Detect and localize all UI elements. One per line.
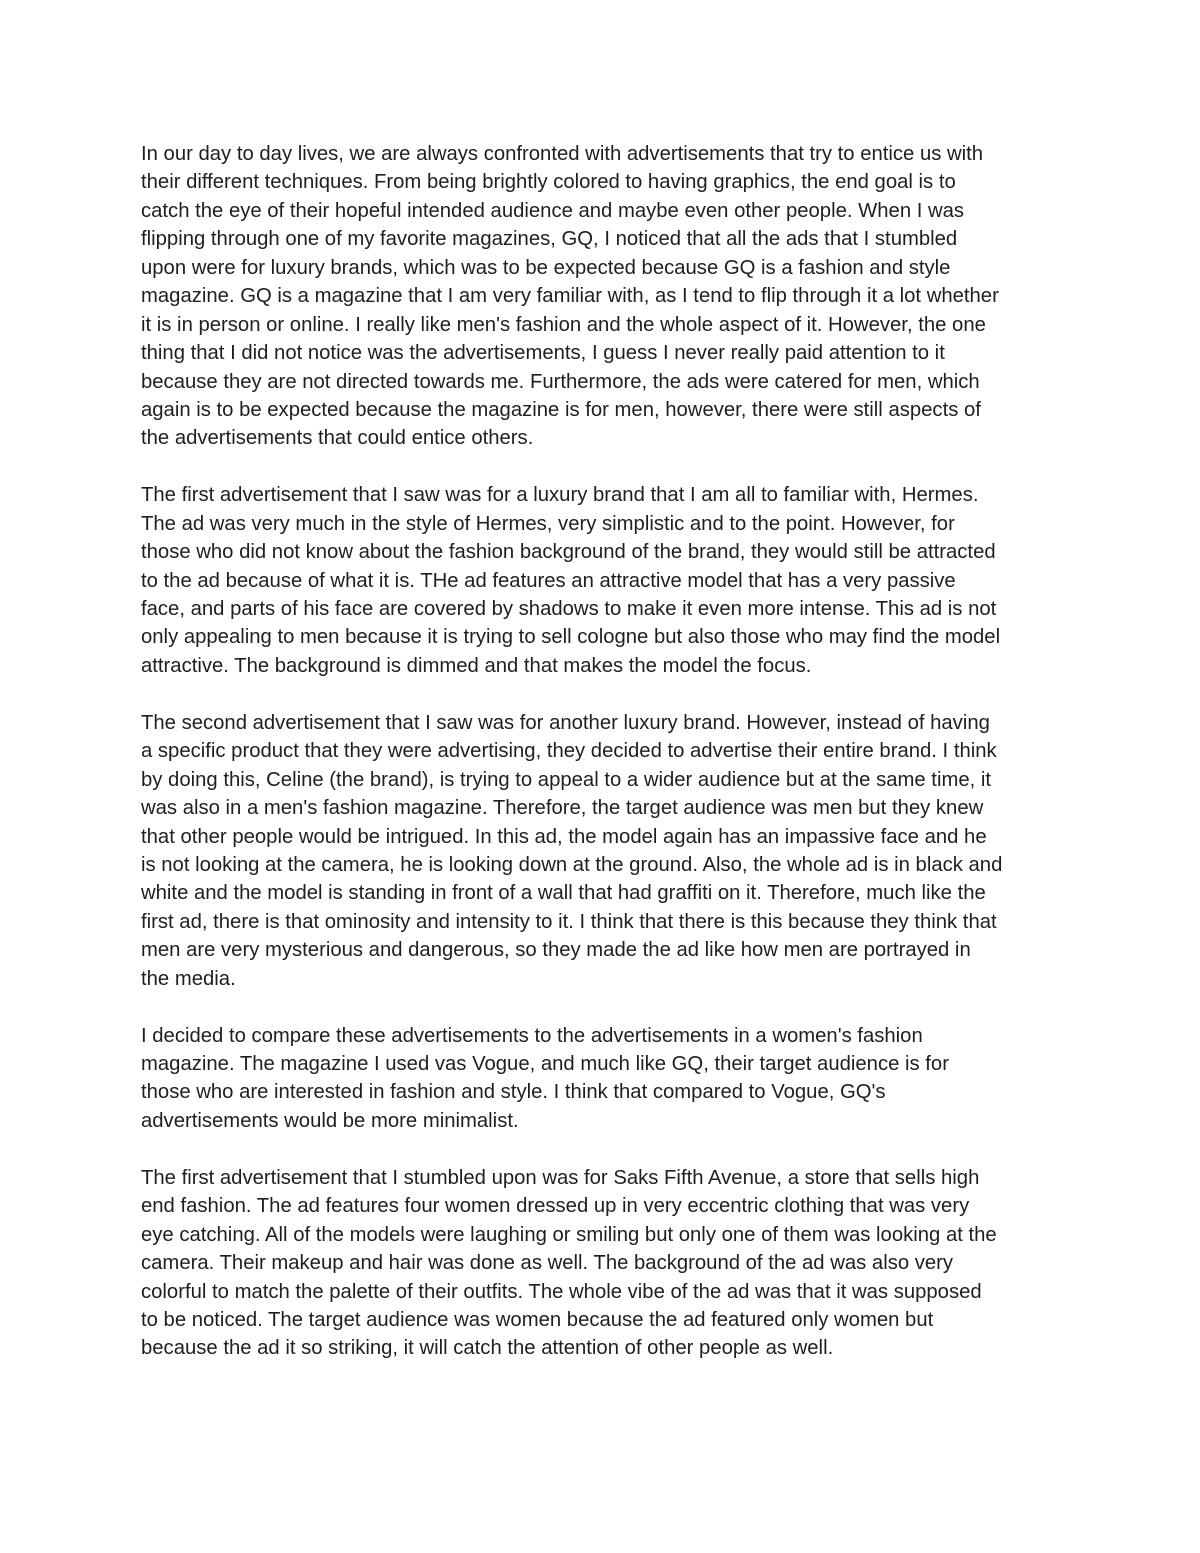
- text-line: The first advertisement that I stumbled upon was for Saks Fifth Avenue, a store that sells high: [141, 1166, 980, 1189]
- text-line: advertisements would be more minimalist.: [141, 1109, 519, 1132]
- text-line: The second advertisement that I saw was for another luxury brand. However, instead of having: [141, 711, 990, 734]
- text-line: again is to be expected because the magazine is for men, however, there were still aspects of: [141, 398, 981, 421]
- text-line: those who did not know about the fashion background of the brand, they would still be attracted: [141, 541, 996, 564]
- text-line: magazine. The magazine I used vas Vogue, and much like GQ, their target audience is for: [141, 1053, 949, 1075]
- text-line: was also in a men's fashion magazine. Therefore, the target audience was men but they knew: [141, 797, 984, 820]
- text-line: because they are not directed towards me. Furthermore, the ads were catered for men, which: [141, 370, 980, 393]
- text-line: flipping through one of my favorite magazines, GQ, I noticed that all the ads that I stumbled: [141, 228, 958, 251]
- text-line: their different techniques. From being brightly colored to having graphics, the end goal is to: [141, 171, 956, 194]
- paragraph-5: [141, 1164, 1061, 1363]
- text-line: a specific product that they were advertising, they decided to advertise their entire brand. I think: [141, 740, 997, 763]
- text-line: it is in person or online. I really like men's fashion and the whole aspect of it. However, the one: [141, 313, 986, 336]
- text-line: camera. Their makeup and hair was done as well. The background of the ad was also very: [141, 1252, 954, 1275]
- text-line: catch the eye of their hopeful intended audience and maybe even other people. When I was: [141, 199, 965, 222]
- text-line: eye catching. All of the models were laughing or smiling but only one of them was looking at the: [141, 1223, 997, 1246]
- text-line: I decided to compare these advertisements to the advertisements in a women's fashion: [141, 1024, 923, 1047]
- text-line: attractive. The background is dimmed and that makes the model the focus.: [141, 654, 812, 677]
- text-line: thing that I did not notice was the advertisements, I guess I never really paid attention to it: [141, 342, 945, 365]
- text-line: because the ad it so striking, it will catch the attention of other people as well.: [141, 1337, 834, 1360]
- text-line: The first advertisement that I saw was for a luxury brand that I am all to familiar with, Hermes.: [141, 484, 979, 507]
- paragraph-1: [141, 140, 1061, 453]
- text-line: those who are interested in fashion and style. I think that compared to Vogue, GQ's: [141, 1081, 886, 1104]
- text-line: the media.: [141, 967, 236, 990]
- text-line: is not looking at the camera, he is looking down at the ground. Also, the whole ad is in black and: [141, 853, 1003, 876]
- paragraph-3: [141, 709, 1061, 993]
- text-line: In our day to day lives, we are always confronted with advertisements that try to entice us with: [141, 143, 984, 165]
- text-line: colorful to match the palette of their outfits. The whole vibe of the ad was that it was supposed: [141, 1280, 982, 1303]
- text-line: men are very mysterious and dangerous, so they made the ad like how men are portrayed in: [141, 939, 971, 962]
- text-line: end fashion. The ad features four women dressed up in very eccentric clothing that was very: [141, 1195, 970, 1218]
- text-line: white and the model is standing in front of a wall that had graffiti on it. Therefore, much like the: [141, 882, 986, 905]
- text-line: only appealing to men because it is trying to sell cologne but also those who may find the model: [141, 626, 1001, 649]
- document-body: [141, 140, 1061, 1391]
- text-line: upon were for luxury brands, which was to be expected because GQ is a fashion and style: [141, 256, 951, 279]
- text-line: The ad was very much in the style of Hermes, very simplistic and to the point. However, for: [141, 512, 955, 535]
- paragraph-4: [141, 1022, 1061, 1136]
- text-line: to be noticed. The target audience was women because the ad featured only women but: [141, 1308, 934, 1331]
- text-line: to the ad because of what it is. THe ad features an attractive model that has a very passive: [141, 569, 956, 592]
- text-line: that other people would be intrigued. In this ad, the model again has an impassive face and he: [141, 825, 987, 848]
- paragraph-2: [141, 481, 1061, 680]
- text-line: the advertisements that could entice others.: [141, 427, 534, 450]
- text-line: face, and parts of his face are covered by shadows to make it even more intense. This ad is not: [141, 598, 997, 620]
- text-line: magazine. GQ is a magazine that I am very familiar with, as I tend to flip through it a lot whether: [141, 285, 999, 308]
- text-line: first ad, there is that ominosity and intensity to it. I think that there is this because they think that: [141, 910, 997, 933]
- text-line: by doing this, Celine (the brand), is trying to appeal to a wider audience but at the same time, it: [141, 768, 992, 791]
